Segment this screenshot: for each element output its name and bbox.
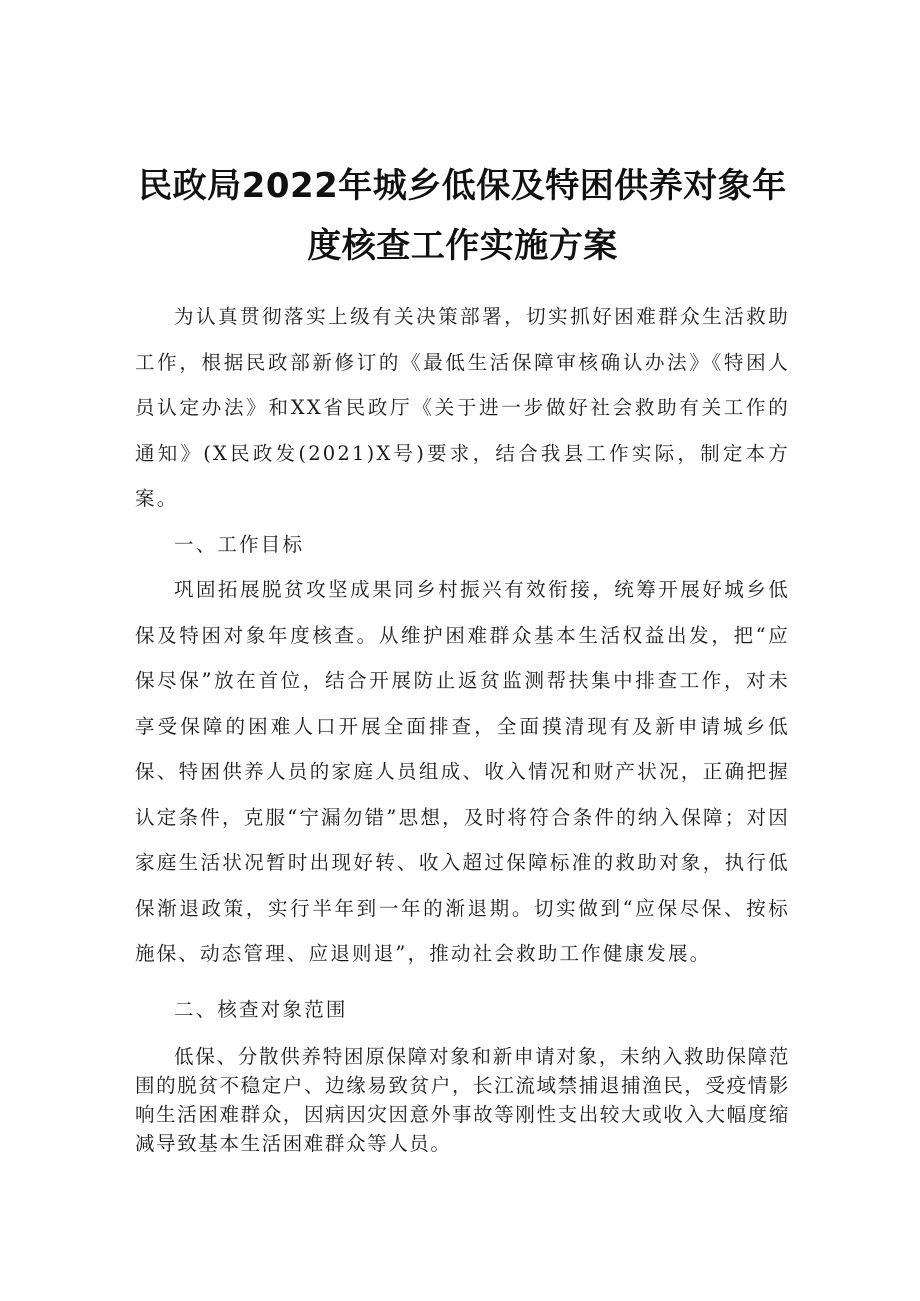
- section-1-heading: 一、工作目标: [174, 532, 305, 556]
- document-title-line-2: 度核查工作实施方案: [307, 226, 618, 266]
- intro-paragraph: 为认真贯彻落实上级有关决策部署，切实抓好困难群众生活救助工作，根据民政部新修订的《最低生活保障审核确认办法》《特困人员认定办法》和XX省民政厅《关于进一步做好社会救助有关工作的通知》(X民政发(2021)X号)要求，结合我县工作实际，制定本方案。: [135, 305, 790, 510]
- section-2-heading: 二、核查对象范围: [174, 997, 348, 1021]
- document-title: [135, 156, 790, 276]
- section-2-paragraph: 低保、分散供养特困原保障对象和新申请对象，未纳入救助保障范围的脱贫不稳定户、边缘易致贫户，长江流域禁捕退捕渔民，受疫情影响生活困难群众，因病因灾因意外事故等刚性支出较大或收入大幅度缩减导致基本生活困难群众等人员。: [135, 1045, 790, 1155]
- document-title-line-1: 民政局2022年城乡低保及特困供养对象年: [138, 166, 787, 206]
- section-1-paragraph: 巩固拓展脱贫攻坚成果同乡村振兴有效衔接，统筹开展好城乡低保及特困对象年度核查。从维护困难群众基本生活权益出发，把“应保尽保”放在首位，结合开展防止返贫监测帮扶集中排查工作，对未享受保障的困难人口开展全面排查，全面摸清现有及新申请城乡低保、特困供养人员的家庭人员组成、收入情况和财产状况，正确把握认定条件，克服“宁漏勿错”思想，及时将符合条件的纳入保障；对因家庭生活状况暂时出现好转、收入超过保障标准的救助对象，执行低保渐退政策，实行半年到一年的渐退期。切实做到“应保尽保、按标施保、动态管理、应退则退”，推动社会救助工作健康发展。: [135, 578, 790, 965]
- document-body: [135, 294, 790, 1158]
